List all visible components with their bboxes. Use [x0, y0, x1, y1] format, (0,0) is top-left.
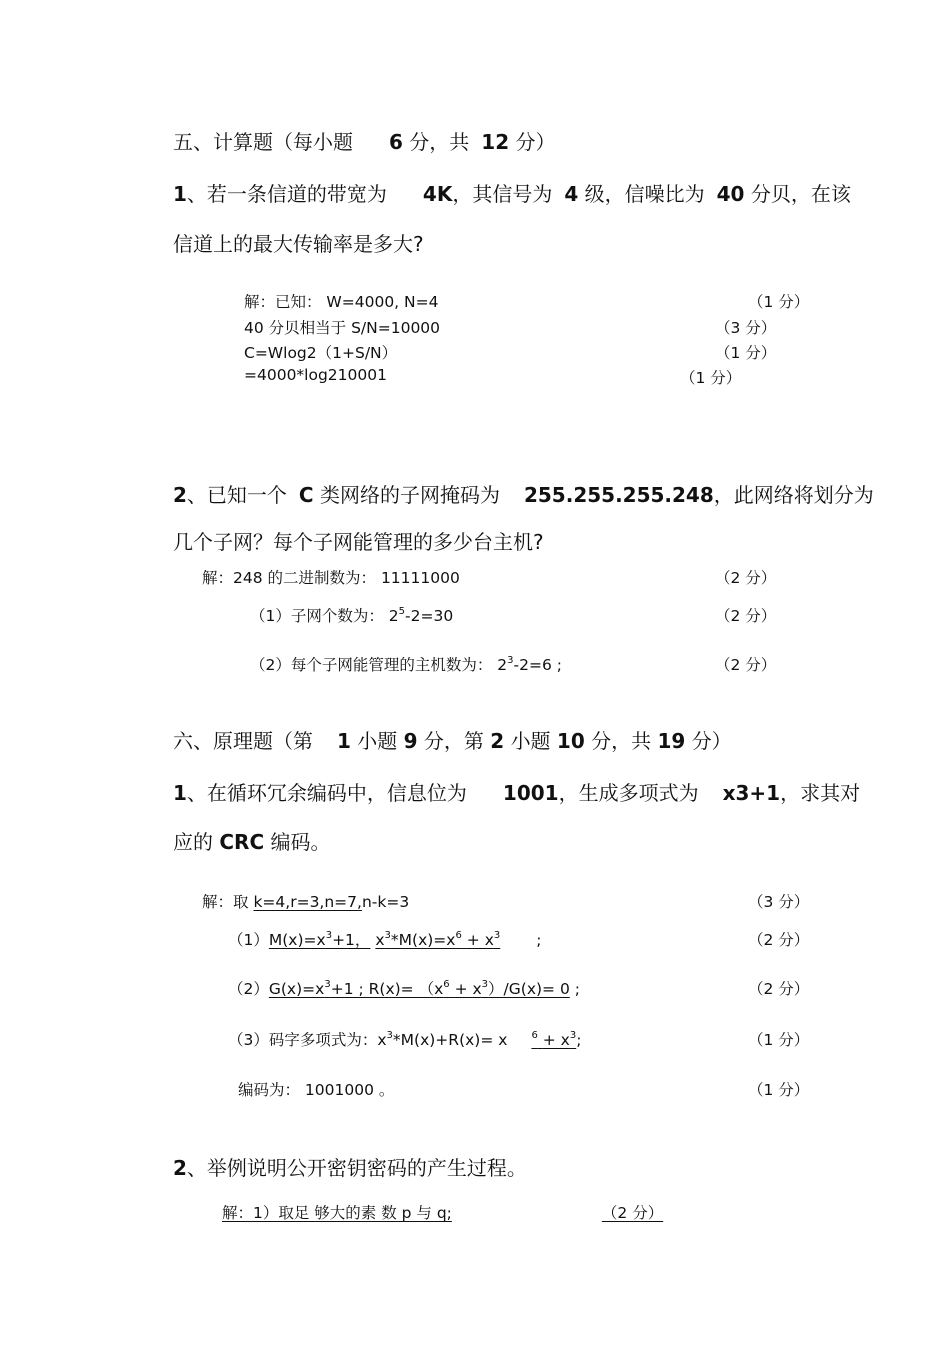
solution-line: 解：已知： W=4000, N=4	[244, 293, 439, 311]
solution-text: -2=30	[405, 607, 454, 625]
question-5-1-line1	[173, 178, 851, 207]
section6-title-text: 小题	[357, 729, 398, 753]
question-text: 类网络的子网掩码为	[319, 483, 500, 507]
question-5-2-line2: 几个子网？每个子网能管理的多少台主机?	[173, 530, 544, 554]
exponent: 3	[325, 930, 333, 941]
section6-title-num: 2	[490, 729, 505, 753]
score-label: （1 分）	[680, 369, 742, 387]
question-text: 分贝，在该	[750, 182, 851, 206]
math-text: M(x)=x	[268, 931, 326, 949]
question-6-1-line2	[173, 826, 330, 855]
section6-title-text: 分，第	[423, 729, 484, 753]
score-label: （3 分）	[748, 893, 810, 911]
math-text: ;	[576, 1031, 582, 1049]
section5-title-num2: 12	[481, 130, 510, 154]
question-text: 、在循环冗余编码中，信息位为	[186, 781, 467, 805]
solution-line	[228, 928, 542, 950]
exponent: 3	[507, 655, 514, 666]
question-text: ，其信号为	[452, 182, 553, 206]
exponent: 3	[386, 1030, 393, 1041]
question-5-2-line1	[173, 479, 874, 508]
solution-text: 解：1）取足 够大的素 数 p 与 q;	[222, 1204, 452, 1222]
question-text: ，求其对	[780, 781, 861, 805]
score-label: （2 分）	[748, 980, 810, 998]
snr-value: 40	[716, 182, 745, 206]
solution-line: C=Wlog2（1+S/N）	[244, 344, 398, 362]
solution-label: （2）	[228, 980, 269, 998]
score-label: （2 分）	[715, 656, 777, 674]
question-text: 应的	[173, 830, 213, 854]
solution-line	[228, 1028, 581, 1050]
section5-title-num1: 6	[389, 130, 403, 154]
solution-line-underlined	[222, 1201, 675, 1223]
question-6-1-line1	[173, 777, 860, 806]
solution-line: 40 分贝相当于 S/N=10000	[244, 319, 441, 337]
section6-title	[173, 725, 732, 754]
math-text: + x	[542, 1031, 570, 1049]
question-text: 、已知一个	[186, 483, 287, 507]
section5-title	[173, 126, 555, 155]
score-label: （1 分）	[748, 1031, 810, 1049]
math-text: +1，	[332, 931, 371, 949]
exponent: 6	[455, 930, 462, 941]
section6-title-num: 10	[556, 729, 585, 753]
question-number: 2	[173, 1156, 187, 1180]
score-label: （1 分）	[715, 344, 777, 362]
solution-line	[202, 890, 409, 912]
solution-text: n-k=3	[361, 893, 410, 911]
solution-text: -2=6 ;	[513, 656, 562, 674]
solution-line	[228, 977, 580, 999]
question-text: ，此网络将划分为	[713, 483, 874, 507]
solution-underlined-part	[269, 931, 371, 949]
math-text: *M(x)+R(x)= x	[392, 1031, 508, 1049]
exponent: 3	[493, 930, 501, 941]
section5-title-text-a: 五、计算题（每小题	[173, 130, 353, 154]
math-text: + x	[454, 980, 482, 998]
solution-text: 解：取	[202, 893, 249, 911]
solution-underlined-part	[269, 980, 570, 998]
solution-text-underlined: k=4,r=3,n=7,	[253, 893, 362, 911]
solution-text: （2）每个子网能管理的主机数为： 2	[250, 656, 508, 674]
question-text: ，生成多项式为	[558, 781, 699, 805]
solution-text: （1）子网个数为： 2	[250, 607, 399, 625]
solution-line	[250, 653, 562, 675]
exponent: 6	[443, 979, 450, 990]
score-label: （2 分）	[715, 607, 777, 625]
question-number: 1	[173, 182, 187, 206]
section6-title-text: 小题	[510, 729, 551, 753]
info-bits-value: 1001	[502, 781, 559, 805]
solution-line: 编码为： 1001000 。	[238, 1081, 395, 1099]
section6-title-num: 19	[657, 729, 686, 753]
crc-label: CRC	[219, 830, 265, 854]
math-text: +1 ; R(x)= （x	[330, 980, 444, 998]
score-label: （1 分）	[748, 1081, 810, 1099]
math-text: *M(x)=x	[390, 931, 456, 949]
math-text: ;	[536, 931, 542, 949]
math-text: ）/G(x)= 0	[488, 980, 570, 998]
signal-levels-value: 4	[564, 182, 579, 206]
subnet-mask-value: 255.255.255.248	[523, 483, 714, 507]
solution-label: （1）	[228, 931, 269, 949]
bandwidth-value: 4K	[422, 182, 453, 206]
math-text: G(x)=x	[268, 980, 325, 998]
generator-polynomial-value: x3+1	[722, 781, 781, 805]
solution-line: 解：248 的二进制数为： 11111000	[202, 569, 460, 587]
solution-line	[250, 604, 453, 626]
section6-title-num: 1	[337, 729, 351, 753]
exponent: 3	[384, 930, 391, 941]
question-text: 、若一条信道的带宽为	[186, 182, 387, 206]
question-number: 2	[173, 483, 187, 507]
solution-label: （3）码字多项式为：x	[228, 1031, 387, 1049]
question-6-2-line1	[173, 1152, 527, 1181]
score-label: （3 分）	[715, 319, 777, 337]
question-text: 编码。	[270, 830, 331, 854]
score-label: （1 分）	[748, 293, 810, 311]
solution-line: =4000*log210001	[244, 366, 387, 384]
solution-underlined-part	[375, 931, 536, 949]
exponent: 3	[569, 1030, 577, 1041]
question-text: 、举例说明公开密钥密码的产生过程。	[186, 1156, 527, 1180]
section6-title-text: 分）	[691, 729, 732, 753]
section6-title-num: 9	[403, 729, 418, 753]
score-label: （2 分）	[715, 569, 777, 587]
section6-title-text: 六、原理题（第	[173, 729, 313, 753]
question-number: 1	[173, 781, 187, 805]
exponent: 3	[324, 979, 331, 990]
question-5-1-line2: 信道上的最大传输率是多大?	[173, 232, 424, 256]
section5-title-text-c: 分）	[515, 130, 556, 154]
score-label: （2 分）	[601, 1204, 664, 1222]
exponent: 6	[531, 1030, 538, 1041]
exponent: 5	[398, 606, 406, 617]
network-class-value: C	[298, 483, 314, 507]
solution-underlined-part	[507, 1031, 576, 1049]
math-text: ;	[569, 980, 580, 998]
math-text: + x	[466, 931, 494, 949]
question-text: 级，信噪比为	[584, 182, 705, 206]
exponent: 3	[481, 979, 489, 990]
math-text: x	[375, 931, 385, 949]
score-label: （2 分）	[748, 931, 810, 949]
section5-title-text-b: 分，共	[409, 130, 470, 154]
section6-title-text: 分，共	[591, 729, 652, 753]
